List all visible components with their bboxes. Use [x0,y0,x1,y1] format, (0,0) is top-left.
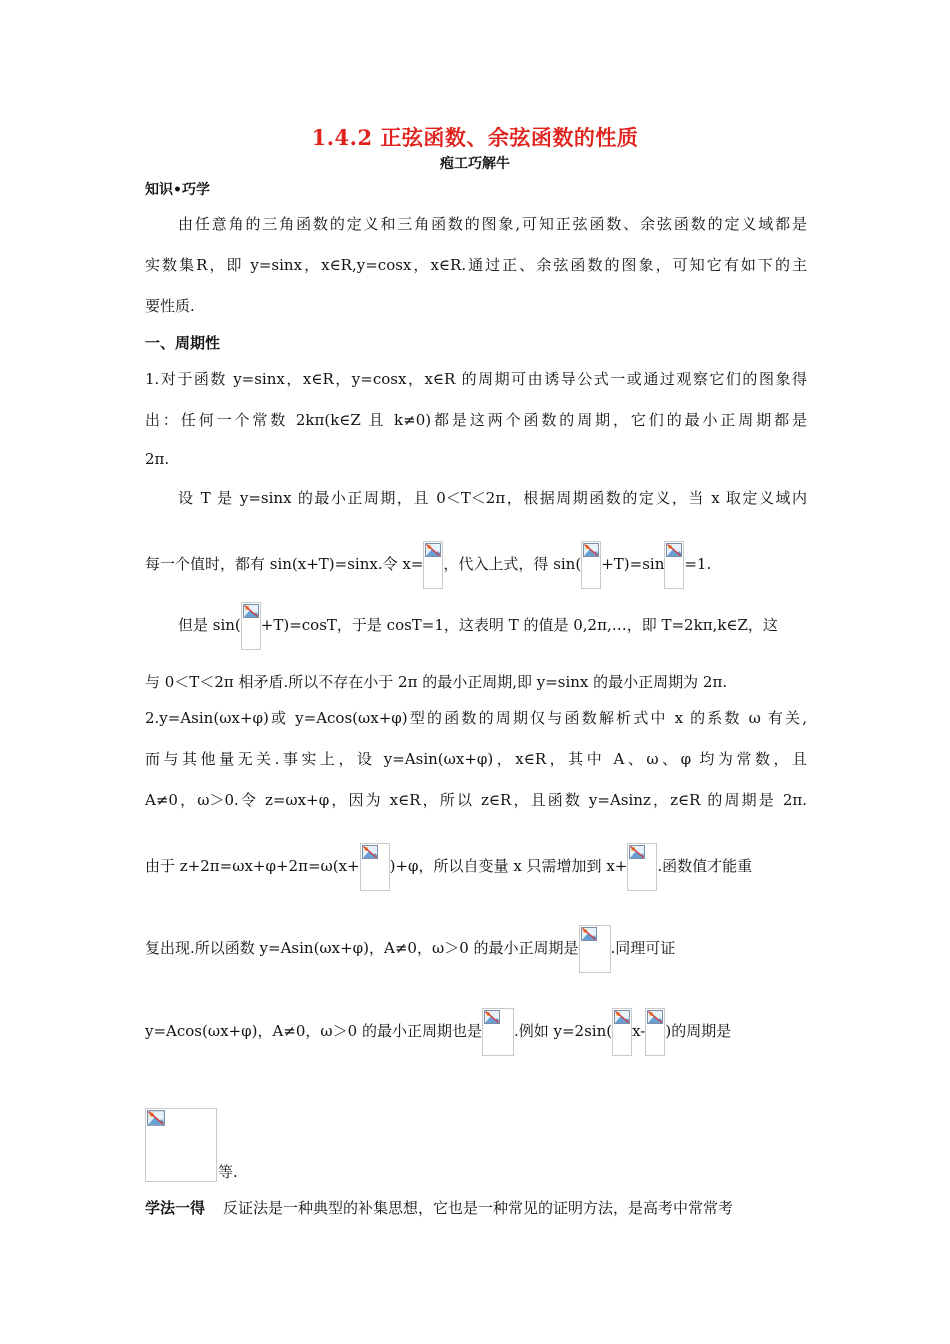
paragraph-line: 设 T 是 y=sinx 的最小正周期，且 0＜T＜2π，根据周期函数的定义，当 x 取定义域内 [178,489,807,507]
text-run: .例如 y=2sin( [513,1022,613,1040]
section-heading-periodicity: 一、周期性 [145,334,221,352]
broken-image-icon [362,845,378,859]
paragraph-line: 2π. [145,450,170,468]
broken-image-icon [614,1010,630,1024]
broken-image-icon [647,1010,663,1024]
paragraph-line: 而与其他量无关.事实上，设 y=Asin(ωx+φ)，x∈R，其中 A、ω、φ 均为常数，且 [145,750,807,768]
paragraph-line: 2.y=Asin(ωx+φ)或 y=Acos(ωx+φ)型的函数的周期仅与函数解析式中 x 的系数 ω 有关, [145,709,807,727]
formula-line [145,843,807,891]
text-run: 等. [218,1163,238,1181]
document-title: 1.4.2 正弦函数、余弦函数的性质 [311,125,639,150]
formula-line [145,541,807,589]
text-run: +T)=sin [601,555,665,573]
text-run: 但是 sin( [178,616,241,634]
broken-image-icon [583,543,599,557]
text-run: 每一个值时，都有 sin(x+T)=sinx.令 x= [145,555,424,573]
formula-image [482,1008,514,1056]
formula-line [145,1108,807,1182]
xuefa-text: 反证法是一种典型的补集思想，它也是一种常见的证明方法，是高考中常常考 [223,1199,734,1217]
paragraph-line: 与 0＜T＜2π 相矛盾.所以不存在小于 2π 的最小正周期,即 y=sinx 的最小正周期为 2π. [145,673,728,691]
document-subtitle: 疱工巧解牛 [440,156,510,172]
text-run: )+φ，所以自变量 x 只需增加到 x+ [389,857,628,875]
text-run: +T)=cosT，于是 cosT=1，这表明 T 的值是 0,2π,…，即 T=2kπ,k∈Z，这 [260,616,778,634]
text-run: y=Acos(ωx+φ)，A≠0，ω＞0 的最小正周期也是 [145,1022,482,1040]
formula-image [645,1008,665,1056]
formula-image [612,1008,632,1056]
formula-image [664,541,684,589]
paragraph-line: 由任意角的三角函数的定义和三角函数的图象,可知正弦函数、余弦函数的定义域都是 [178,215,807,233]
paragraph-line: 要性质. [145,297,195,315]
formula-image [579,925,611,973]
formula-image [423,541,443,589]
text-run: )的周期是 [665,1022,732,1040]
paragraph-line: 实数集R，即 y=sinx，x∈R,y=cosx，x∈R.通过正、余弦函数的图象，可知它有如下的主 [145,256,807,274]
section-heading-knowledge: 知识•巧学 [145,182,210,198]
broken-image-icon [581,927,597,941]
formula-image [581,541,601,589]
formula-line [145,1008,807,1056]
text-run: x- [632,1022,646,1040]
formula-line [145,925,807,973]
text-run: =1. [684,555,712,573]
broken-image-icon [484,1010,500,1024]
text-run: .同理可证 [610,939,676,957]
broken-image-icon [629,845,645,859]
paragraph-line: 1.对于函数 y=sinx，x∈R，y=cosx，x∈R 的周期可由诱导公式一或通过观察它们的图象得 [145,370,807,388]
formula-image [145,1108,217,1182]
broken-image-icon [243,604,259,618]
xuefa-line [145,1197,807,1218]
formula-image [241,602,261,650]
text-run: ，代入上式，得 sin( [443,555,582,573]
paragraph-line: 出：任何一个常数 2kπ(k∈Z 且 k≠0)都是这两个函数的周期，它们的最小正周期都是 [145,411,807,429]
formula-image [627,843,657,891]
broken-image-icon [425,543,441,557]
broken-image-icon [666,543,682,557]
paragraph-line: A≠0，ω＞0.令 z=ωx+φ，因为 x∈R，所以 z∈R，且函数 y=Asinz，z∈R 的周期是 2π. [145,791,807,809]
text-run: 由于 z+2π=ωx+φ+2π=ω(x+ [145,857,360,875]
formula-image [360,843,390,891]
formula-line [178,602,807,650]
broken-image-icon [147,1110,165,1126]
text-run: 复出现.所以函数 y=Asin(ωx+φ)，A≠0，ω＞0 的最小正周期是 [145,939,579,957]
xuefa-label: 学法一得 [145,1199,206,1217]
text-run: .函数值才能重 [657,857,753,875]
